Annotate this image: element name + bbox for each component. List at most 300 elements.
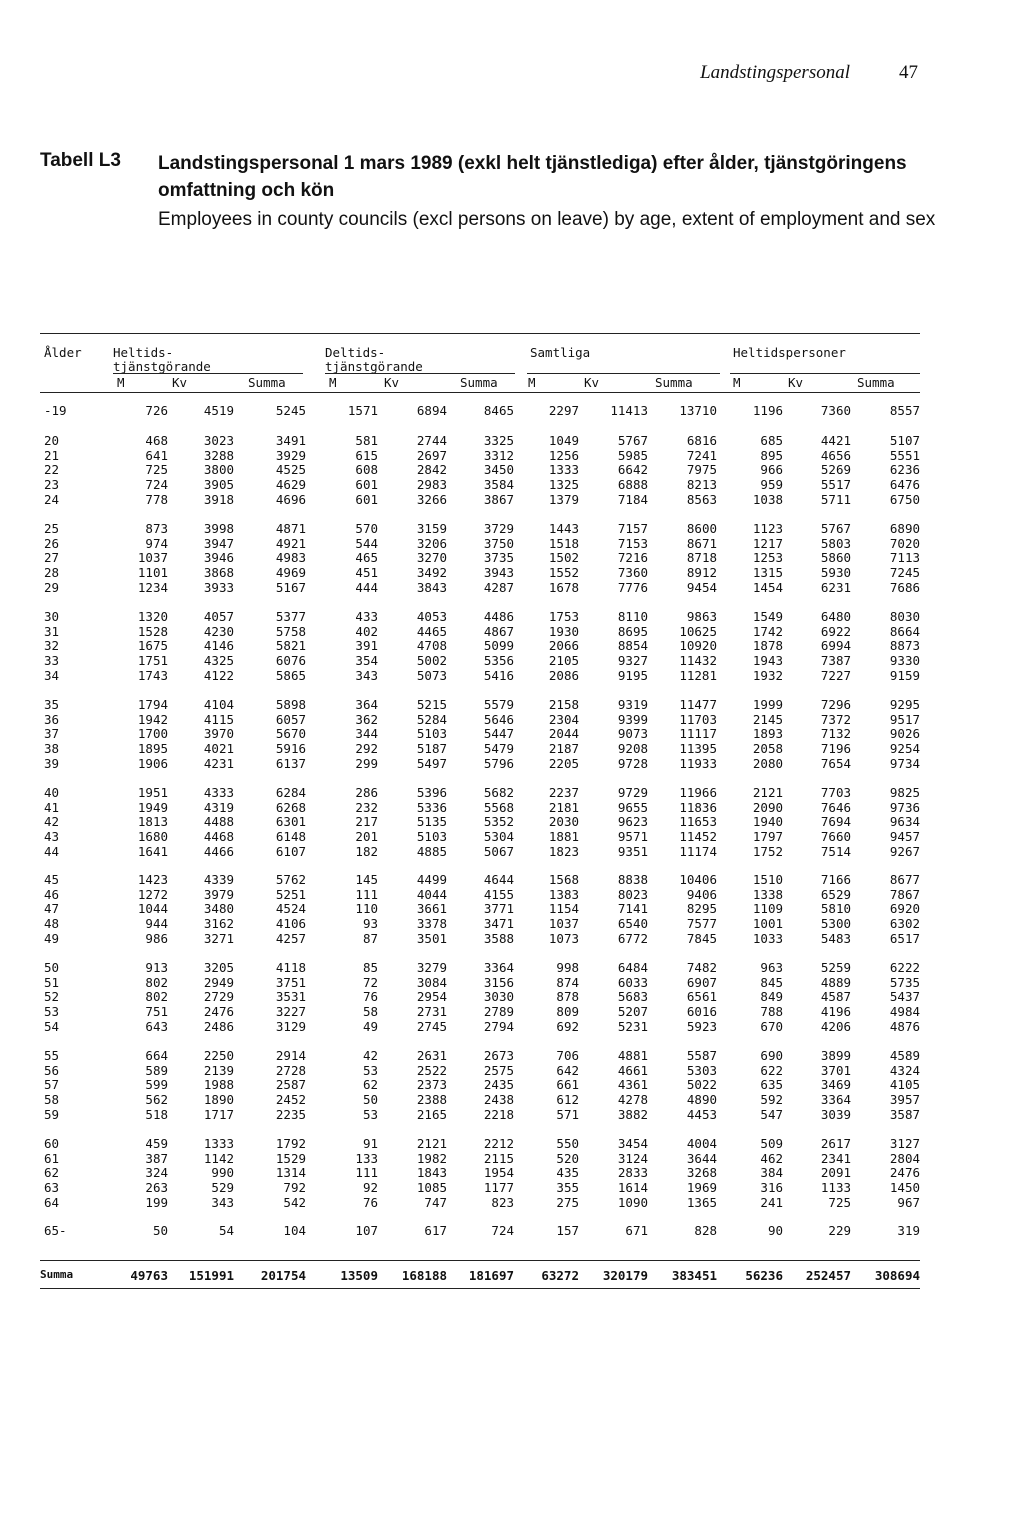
value-cell: 599 — [145, 1077, 168, 1093]
value-cell: 6907 — [686, 974, 717, 990]
value-cell: 3735 — [483, 550, 514, 566]
value-cell: 5796 — [483, 755, 514, 771]
total-value-cell: 383451 — [671, 1268, 717, 1283]
value-cell: 635 — [760, 1077, 783, 1093]
value-cell: 4921 — [275, 535, 306, 551]
value-cell: 1454 — [752, 579, 783, 595]
age-cell: 27 — [44, 550, 60, 566]
value-cell: 5167 — [275, 579, 306, 595]
value-cell: 1680 — [137, 829, 168, 845]
value-cell: 5587 — [686, 1048, 717, 1063]
value-cell: 547 — [760, 1106, 783, 1122]
value-cell: 5187 — [416, 741, 447, 757]
value-cell: 1142 — [203, 1150, 234, 1166]
value-cell: 1813 — [137, 814, 168, 830]
value-cell: 7227 — [820, 667, 851, 683]
value-cell: 6016 — [686, 1004, 717, 1020]
value-cell: 3661 — [416, 901, 447, 917]
age-cell: 45 — [44, 872, 60, 887]
value-cell: 4146 — [203, 638, 234, 654]
table-row — [0, 1004, 1024, 1019]
value-cell: 1930 — [548, 623, 579, 639]
value-cell: 354 — [355, 653, 378, 669]
value-cell: 7975 — [686, 462, 717, 478]
value-cell: 5245 — [275, 403, 306, 418]
value-cell: 11703 — [679, 711, 717, 727]
value-cell: 5758 — [275, 623, 306, 639]
value-cell: 8677 — [889, 872, 920, 887]
value-cell: 5860 — [820, 550, 851, 566]
value-cell: 7184 — [617, 491, 648, 507]
subheader-summa: Summa — [248, 375, 286, 390]
value-cell: 1954 — [483, 1165, 514, 1181]
table-row — [0, 448, 1024, 463]
value-cell: 518 — [145, 1106, 168, 1122]
value-cell: 3124 — [617, 1150, 648, 1166]
value-cell: 4118 — [275, 960, 306, 975]
table-row — [0, 1151, 1024, 1166]
value-cell: 391 — [355, 638, 378, 654]
value-cell: 986 — [145, 930, 168, 946]
value-cell: 4696 — [275, 491, 306, 507]
value-cell: 5284 — [416, 711, 447, 727]
value-cell: 199 — [145, 1194, 168, 1210]
table-row — [0, 1195, 1024, 1210]
value-cell: 4890 — [686, 1092, 717, 1108]
age-cell: 60 — [44, 1136, 60, 1151]
value-cell: 2158 — [548, 697, 579, 712]
value-cell: 5300 — [820, 916, 851, 932]
value-cell: 617 — [424, 1223, 447, 1238]
value-cell: 7153 — [617, 535, 648, 551]
age-cell: 37 — [44, 726, 60, 742]
age-cell: 33 — [44, 653, 60, 669]
age-cell: 20 — [44, 433, 60, 448]
value-cell: 1823 — [548, 843, 579, 859]
table-title-english: Employees in county councils (excl persons on leave) by age, extent of employment and sex — [158, 209, 936, 230]
table-row — [0, 901, 1024, 916]
value-cell: 85 — [362, 960, 378, 975]
value-cell: 5396 — [416, 785, 447, 800]
value-cell: 4421 — [820, 433, 851, 448]
value-cell: 5231 — [617, 1018, 648, 1034]
value-cell: 5304 — [483, 829, 514, 845]
value-cell: 1038 — [752, 491, 783, 507]
table-row — [0, 609, 1024, 624]
value-cell: 4325 — [203, 653, 234, 669]
value-cell: 4319 — [203, 799, 234, 815]
table-row — [0, 1048, 1024, 1063]
value-cell: 2949 — [203, 974, 234, 990]
value-cell: 4488 — [203, 814, 234, 830]
value-cell: 6642 — [617, 462, 648, 478]
total-value-cell: 201754 — [260, 1268, 306, 1283]
value-cell: 9351 — [617, 843, 648, 859]
value-cell: 1315 — [752, 565, 783, 581]
value-cell: 6922 — [820, 623, 851, 639]
value-cell: 802 — [145, 989, 168, 1005]
value-cell: 316 — [760, 1180, 783, 1196]
value-cell: 5099 — [483, 638, 514, 654]
table-row — [0, 565, 1024, 580]
subheader-summa: Summa — [460, 375, 498, 390]
value-cell: 944 — [145, 916, 168, 932]
table-row — [0, 931, 1024, 946]
value-cell: 3751 — [275, 974, 306, 990]
value-cell: 9454 — [686, 579, 717, 595]
table-row — [0, 1092, 1024, 1107]
value-cell: 7776 — [617, 579, 648, 595]
value-cell: 9026 — [889, 726, 920, 742]
value-cell: 4881 — [617, 1048, 648, 1063]
value-cell: 6920 — [889, 901, 920, 917]
value-cell: 5416 — [483, 667, 514, 683]
value-cell: 4589 — [889, 1048, 920, 1063]
total-value-cell: 168188 — [401, 1268, 447, 1283]
value-cell: 5683 — [617, 989, 648, 1005]
value-cell: 133 — [355, 1150, 378, 1166]
value-cell: 4257 — [275, 930, 306, 946]
value-cell: 2833 — [617, 1165, 648, 1181]
table-row — [0, 1063, 1024, 1078]
value-cell: 1320 — [137, 609, 168, 624]
table-row — [0, 477, 1024, 492]
value-cell: 1314 — [275, 1165, 306, 1181]
age-cell: 23 — [44, 477, 60, 493]
value-cell: 3271 — [203, 930, 234, 946]
value-cell: 76 — [362, 1194, 378, 1210]
value-cell: 1742 — [752, 623, 783, 639]
age-cell: 59 — [44, 1106, 60, 1122]
value-cell: 8213 — [686, 477, 717, 493]
value-cell: 873 — [145, 521, 168, 536]
value-cell: 1678 — [548, 579, 579, 595]
table-row — [0, 521, 1024, 536]
value-cell: 2205 — [548, 755, 579, 771]
value-cell: 1940 — [752, 814, 783, 830]
age-cell: 42 — [44, 814, 60, 830]
value-cell: 2250 — [203, 1048, 234, 1063]
table-row — [0, 800, 1024, 815]
value-cell: 201 — [355, 829, 378, 845]
value-cell: 5985 — [617, 447, 648, 463]
value-cell: 967 — [897, 1194, 920, 1210]
value-cell: 724 — [491, 1223, 514, 1238]
value-cell: 8838 — [617, 872, 648, 887]
value-cell: 1942 — [137, 711, 168, 727]
value-cell: 974 — [145, 535, 168, 551]
value-cell: 53 — [362, 1062, 378, 1078]
value-cell: 2954 — [416, 989, 447, 1005]
value-cell: 387 — [145, 1150, 168, 1166]
value-cell: 3364 — [820, 1092, 851, 1108]
total-value-cell: 13509 — [340, 1268, 378, 1283]
value-cell: 6561 — [686, 989, 717, 1005]
group-rule-heltids — [113, 373, 303, 374]
value-cell: 50 — [152, 1223, 168, 1238]
value-cell: 2983 — [416, 477, 447, 493]
group-rule-samtliga — [527, 373, 720, 374]
age-cell: 62 — [44, 1165, 60, 1181]
total-value-cell: 320179 — [602, 1268, 648, 1283]
value-cell: 520 — [556, 1150, 579, 1166]
value-cell: 9623 — [617, 814, 648, 830]
table-row — [0, 829, 1024, 844]
value-cell: 4468 — [203, 829, 234, 845]
value-cell: 3364 — [483, 960, 514, 975]
value-cell: 6076 — [275, 653, 306, 669]
value-cell: 9195 — [617, 667, 648, 683]
value-cell: 5336 — [416, 799, 447, 815]
value-cell: 3970 — [203, 726, 234, 742]
value-cell: 2212 — [483, 1136, 514, 1151]
value-cell: 3268 — [686, 1165, 717, 1181]
value-cell: 8600 — [686, 521, 717, 536]
age-cell: 41 — [44, 799, 60, 815]
value-cell: 3270 — [416, 550, 447, 566]
value-cell: 544 — [355, 535, 378, 551]
value-cell: 9517 — [889, 711, 920, 727]
value-cell: 6268 — [275, 799, 306, 815]
value-cell: 182 — [355, 843, 378, 859]
table-row — [0, 492, 1024, 507]
value-cell: 5002 — [416, 653, 447, 669]
value-cell: 2486 — [203, 1018, 234, 1034]
value-cell: 7245 — [889, 565, 920, 581]
value-cell: 3918 — [203, 491, 234, 507]
subheader-m: M — [733, 375, 741, 390]
value-cell: 2745 — [416, 1018, 447, 1034]
value-cell: 1450 — [889, 1180, 920, 1196]
value-cell: 788 — [760, 1004, 783, 1020]
total-value-cell: 151991 — [188, 1268, 234, 1283]
value-cell: 9736 — [889, 799, 920, 815]
value-cell: 3882 — [617, 1106, 648, 1122]
value-cell: 111 — [355, 1165, 378, 1181]
value-cell: 4889 — [820, 974, 851, 990]
value-cell: 5711 — [820, 491, 851, 507]
value-cell: 3205 — [203, 960, 234, 975]
value-cell: 1338 — [752, 886, 783, 902]
value-cell: 1272 — [137, 886, 168, 902]
subheader-kv: Kv — [584, 375, 600, 390]
value-cell: 5767 — [820, 521, 851, 536]
value-cell: 7360 — [617, 565, 648, 581]
age-cell: 40 — [44, 785, 60, 800]
value-cell: 724 — [145, 477, 168, 493]
total-value-cell: 181697 — [468, 1268, 514, 1283]
value-cell: 1949 — [137, 799, 168, 815]
table-row — [0, 638, 1024, 653]
value-cell: 6540 — [617, 916, 648, 932]
value-cell: 5207 — [617, 1004, 648, 1020]
value-cell: 292 — [355, 741, 378, 757]
value-cell: 3162 — [203, 916, 234, 932]
value-cell: 53 — [362, 1106, 378, 1122]
age-cell: 52 — [44, 989, 60, 1005]
value-cell: 9728 — [617, 755, 648, 771]
value-cell: 7646 — [820, 799, 851, 815]
value-cell: 6033 — [617, 974, 648, 990]
value-cell: 4122 — [203, 667, 234, 683]
value-cell: 661 — [556, 1077, 579, 1093]
value-cell: 343 — [355, 667, 378, 683]
value-cell: 1932 — [752, 667, 783, 683]
value-cell: 612 — [556, 1092, 579, 1108]
value-cell: 6476 — [889, 477, 920, 493]
table-row — [0, 916, 1024, 931]
value-cell: 1423 — [137, 872, 168, 887]
value-cell: 8873 — [889, 638, 920, 654]
value-cell: 3471 — [483, 916, 514, 932]
value-cell: 435 — [556, 1165, 579, 1181]
value-cell: 3450 — [483, 462, 514, 478]
value-cell: 3266 — [416, 491, 447, 507]
value-cell: 3454 — [617, 1136, 648, 1151]
value-cell: 2304 — [548, 711, 579, 727]
value-cell: 7694 — [820, 814, 851, 830]
value-cell: 42 — [362, 1048, 378, 1063]
value-cell: 2794 — [483, 1018, 514, 1034]
value-cell: 4021 — [203, 741, 234, 757]
value-cell: 11281 — [679, 667, 717, 683]
value-cell: 4115 — [203, 711, 234, 727]
age-cell: 36 — [44, 711, 60, 727]
value-cell: 2914 — [275, 1048, 306, 1063]
table-row — [0, 433, 1024, 448]
value-cell: 2697 — [416, 447, 447, 463]
value-cell: 5215 — [416, 697, 447, 712]
table-row — [0, 403, 1024, 418]
age-cell: 65- — [44, 1223, 67, 1238]
value-cell: 7360 — [820, 403, 851, 418]
value-cell: 5303 — [686, 1062, 717, 1078]
table-row — [0, 975, 1024, 990]
value-cell: 6148 — [275, 829, 306, 845]
value-cell: 1743 — [137, 667, 168, 683]
value-cell: 2235 — [275, 1106, 306, 1122]
table-row — [0, 712, 1024, 727]
value-cell: 670 — [760, 1018, 783, 1034]
value-cell: 7387 — [820, 653, 851, 669]
value-cell: 7166 — [820, 872, 851, 887]
value-cell: 9295 — [889, 697, 920, 712]
value-cell: 4196 — [820, 1004, 851, 1020]
value-cell: 11413 — [610, 403, 648, 418]
value-cell: 433 — [355, 609, 378, 624]
value-cell: 849 — [760, 989, 783, 1005]
value-cell: 6888 — [617, 477, 648, 493]
value-cell: 324 — [145, 1165, 168, 1181]
value-cell: 2452 — [275, 1092, 306, 1108]
value-cell: 3159 — [416, 521, 447, 536]
value-cell: 2804 — [889, 1150, 920, 1166]
value-cell: 1001 — [752, 916, 783, 932]
value-cell: 1568 — [548, 872, 579, 887]
value-cell: 1518 — [548, 535, 579, 551]
value-cell: 229 — [828, 1223, 851, 1238]
value-cell: 5497 — [416, 755, 447, 771]
value-cell: 344 — [355, 726, 378, 742]
value-cell: 3843 — [416, 579, 447, 595]
value-cell: 664 — [145, 1048, 168, 1063]
value-cell: 6057 — [275, 711, 306, 727]
age-cell: 39 — [44, 755, 60, 771]
age-cell: 31 — [44, 623, 60, 639]
group-header-heltids-line2: tjänstgörande — [113, 359, 211, 374]
value-cell: 11174 — [679, 843, 717, 859]
value-cell: 4230 — [203, 623, 234, 639]
table-row — [0, 1077, 1024, 1092]
value-cell: 5898 — [275, 697, 306, 712]
value-cell: 1753 — [548, 609, 579, 624]
value-cell: 615 — [355, 447, 378, 463]
subheader-kv: Kv — [172, 375, 188, 390]
subheader-summa: Summa — [857, 375, 895, 390]
value-cell: 1033 — [752, 930, 783, 946]
value-cell: 1552 — [548, 565, 579, 581]
value-cell: 3587 — [889, 1106, 920, 1122]
value-cell: 451 — [355, 565, 378, 581]
value-cell: 9073 — [617, 726, 648, 742]
value-cell: 3501 — [416, 930, 447, 946]
value-cell: 990 — [211, 1165, 234, 1181]
value-cell: 8030 — [889, 609, 920, 624]
value-cell: 49 — [362, 1018, 378, 1034]
page-number: 47 — [899, 62, 918, 83]
value-cell: 1379 — [548, 491, 579, 507]
value-cell: 845 — [760, 974, 783, 990]
value-cell: 1234 — [137, 579, 168, 595]
value-cell: 6222 — [889, 960, 920, 975]
value-cell: 3584 — [483, 477, 514, 493]
table-row — [0, 1019, 1024, 1034]
group-rule-heltidspersoner — [730, 373, 920, 374]
value-cell: 9159 — [889, 667, 920, 683]
value-cell: 444 — [355, 579, 378, 595]
value-cell: 3947 — [203, 535, 234, 551]
value-cell: 7241 — [686, 447, 717, 463]
value-cell: 93 — [362, 916, 378, 932]
age-cell: 46 — [44, 886, 60, 902]
value-cell: 355 — [556, 1180, 579, 1196]
value-cell: 4871 — [275, 521, 306, 536]
table-row — [0, 872, 1024, 887]
value-cell: 5803 — [820, 535, 851, 551]
value-cell: 2086 — [548, 667, 579, 683]
value-cell: 465 — [355, 550, 378, 566]
value-cell: 2165 — [416, 1106, 447, 1122]
value-cell: 3279 — [416, 960, 447, 975]
value-cell: 3729 — [483, 521, 514, 536]
value-cell: 4499 — [416, 872, 447, 887]
value-cell: 8664 — [889, 623, 920, 639]
value-cell: 1133 — [820, 1180, 851, 1196]
value-cell: 4984 — [889, 1004, 920, 1020]
value-cell: 5437 — [889, 989, 920, 1005]
value-cell: 792 — [283, 1180, 306, 1196]
value-cell: 2617 — [820, 1136, 851, 1151]
value-cell: 6750 — [889, 491, 920, 507]
value-cell: 7372 — [820, 711, 851, 727]
value-cell: 1101 — [137, 565, 168, 581]
value-cell: 3771 — [483, 901, 514, 917]
value-cell: 6894 — [416, 403, 447, 418]
value-cell: 4105 — [889, 1077, 920, 1093]
value-cell: 11653 — [679, 814, 717, 830]
table-row — [0, 844, 1024, 859]
value-cell: 3644 — [686, 1150, 717, 1166]
